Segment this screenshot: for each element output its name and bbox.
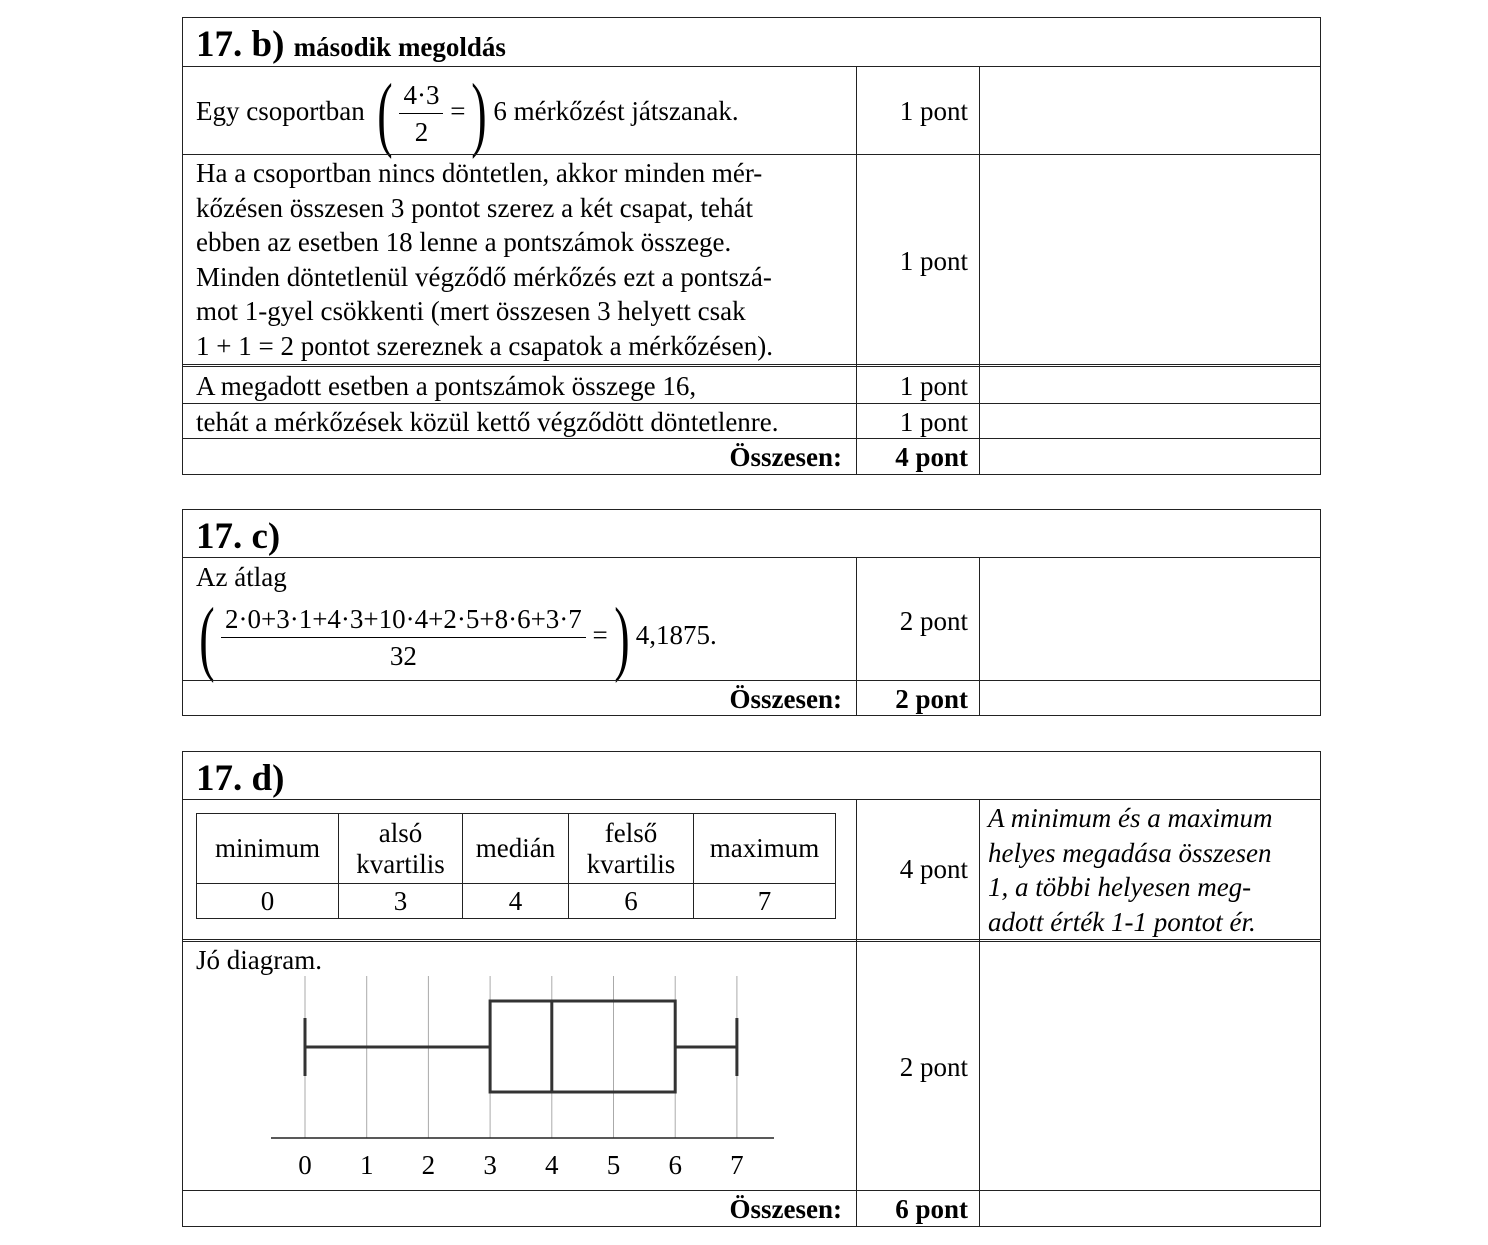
total-label: Összesen: [729,1194,842,1224]
x-tick-label: 1 [359,1150,374,1180]
explanation-paragraph: Ha a csoportban nincs döntetlen, akkor minden mér- kőzésen összesen 3 pontot szerez a két csapat, tehát ebben az esetben 18 lenne a pontszámok összege. Minden döntetlenül végződő mérkőzés ezt a pontszá- mot 1-gyel csökkenti (mert összesen 3 helyett csak 1 + 1 = 2 pontot szereznek a csapatok a mérkőzésen). [196,158,773,361]
total-points: 2 pont [895,684,968,714]
x-tick-label: 6 [668,1150,682,1180]
total-label: Összesen: [729,684,842,714]
x-tick-label: 3 [483,1150,497,1180]
points-cell: 4 pont [899,854,968,884]
boxplot-chart [183,942,856,1188]
x-tick-label: 0 [298,1150,312,1180]
header-median: medián [463,814,569,884]
x-tick-label: 2 [421,1150,436,1180]
points-cell: 2 pont [899,1052,968,1082]
section-17d [182,751,1321,1227]
points-cell: 1 pont [899,371,968,401]
value-lower-quartile: 3 [339,884,463,919]
header-upper-quartile: felső kvartilis [569,814,694,884]
x-tick-label: 4 [545,1150,559,1180]
average-label: Az átlag [196,562,287,592]
header-maximum: maximum [694,814,836,884]
value-upper-quartile: 6 [569,884,694,919]
total-points: 6 pont [895,1194,968,1224]
header-lower-quartile: alsó kvartilis [339,814,463,884]
x-tick-label: 7 [730,1150,744,1180]
diagram-label: Jó diagram. [196,945,322,975]
value-maximum: 7 [694,884,836,919]
combination-formula-line: Egy csoportban ( $\frac{4\cdot 3}{2}$ =) 6 mérkőzést játszanak. [196,66,739,160]
section-title: 17. b) második megoldás [196,24,506,65]
header-minimum: minimum [197,814,339,884]
points-cell: 1 pont [899,407,968,437]
total-points: 4 pont [895,442,968,472]
section-title: 17. d) [196,758,285,799]
value-median: 4 [463,884,569,919]
interquartile-box [490,1001,675,1092]
value-minimum: 0 [197,884,339,919]
section-17b [182,17,1321,475]
total-label: Összesen: [729,442,842,472]
section-17c [182,509,1321,716]
grading-note: A minimum és a maximum helyes megadása összesen 1, a többi helyesen meg- adott érték 1-1 pontot ér. [988,803,1273,937]
points-cell: 1 pont [899,96,968,126]
sum-statement: A megadott esetben a pontszámok összege 16, [196,371,697,401]
conclusion-statement: tehát a mérkőzések közül kettő végződött döntetlenre. [196,407,779,437]
x-tick-label: 5 [606,1150,621,1180]
points-cell: 2 pont [899,606,968,636]
section-title: 17. c) [196,516,281,557]
quartile-table [196,813,836,919]
points-cell: 1 pont [899,246,968,276]
average-formula: ( $\frac{2\cdot 0+3\cdot 1+4\cdot 3+10\cdot 4+2\cdot 5+8\cdot 6+3\cdot 7}{32}$ =) 4,1875. [199,590,717,684]
